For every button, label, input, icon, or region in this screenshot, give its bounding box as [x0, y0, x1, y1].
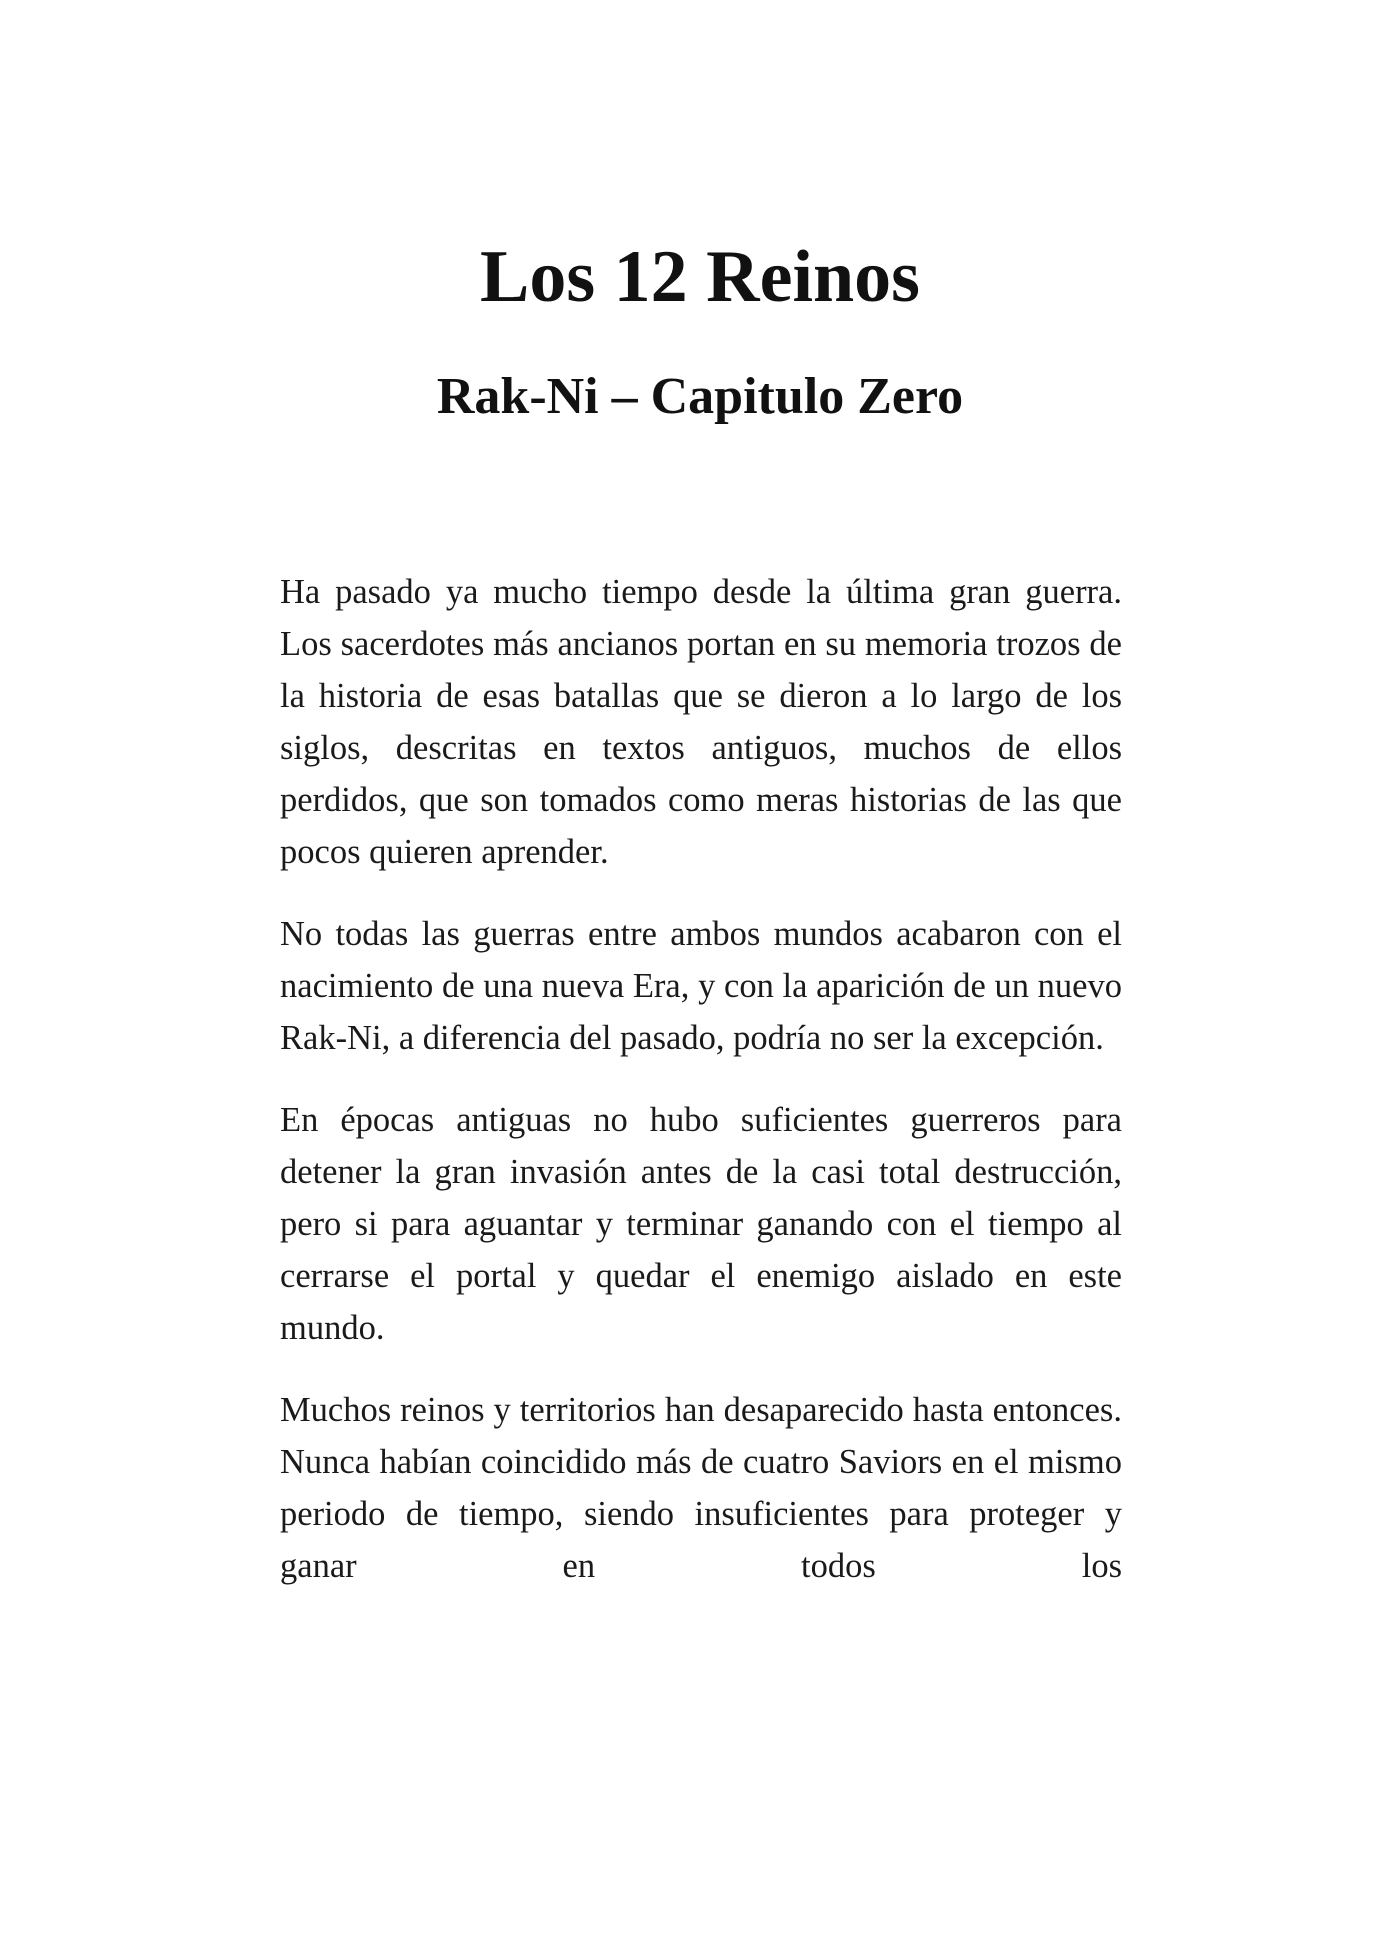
- document-title: Los 12 Reinos: [480, 236, 920, 318]
- document-body: [280, 566, 1122, 1592]
- paragraph-4: Muchos reinos y territorios han desaparecido hasta entonces. Nunca habían coincidido más de cuatro Saviors en el mismo periodo de tiempo, siendo insuficientes para proteger y ganar en todos los: [280, 1391, 1122, 1585]
- document-subtitle: Rak-Ni – Capitulo Zero: [436, 368, 964, 425]
- paragraph-3: En épocas antiguas no hubo suficientes guerreros para detener la gran invasión antes de la casi total destrucción, pero si para aguantar y terminar ganando con el tiempo al cerrarse el portal y quedar el enemigo aislado en este mundo.: [280, 1101, 1122, 1347]
- paragraph-2: No todas las guerras entre ambos mundos acabaron con el nacimiento de una nueva Era, y con la aparición de un nuevo Rak-Ni, a diferencia del pasado, podría no ser la excepción.: [280, 915, 1122, 1057]
- paragraph-1: Ha pasado ya mucho tiempo desde la última gran guerra. Los sacerdotes más ancianos portan en su memoria trozos de la historia de esas batallas que se dieron a lo largo de los siglos, descritas en textos antiguos, muchos de ellos perdidos, que son tomados como meras historias de las que pocos quieren aprender.: [280, 573, 1122, 871]
